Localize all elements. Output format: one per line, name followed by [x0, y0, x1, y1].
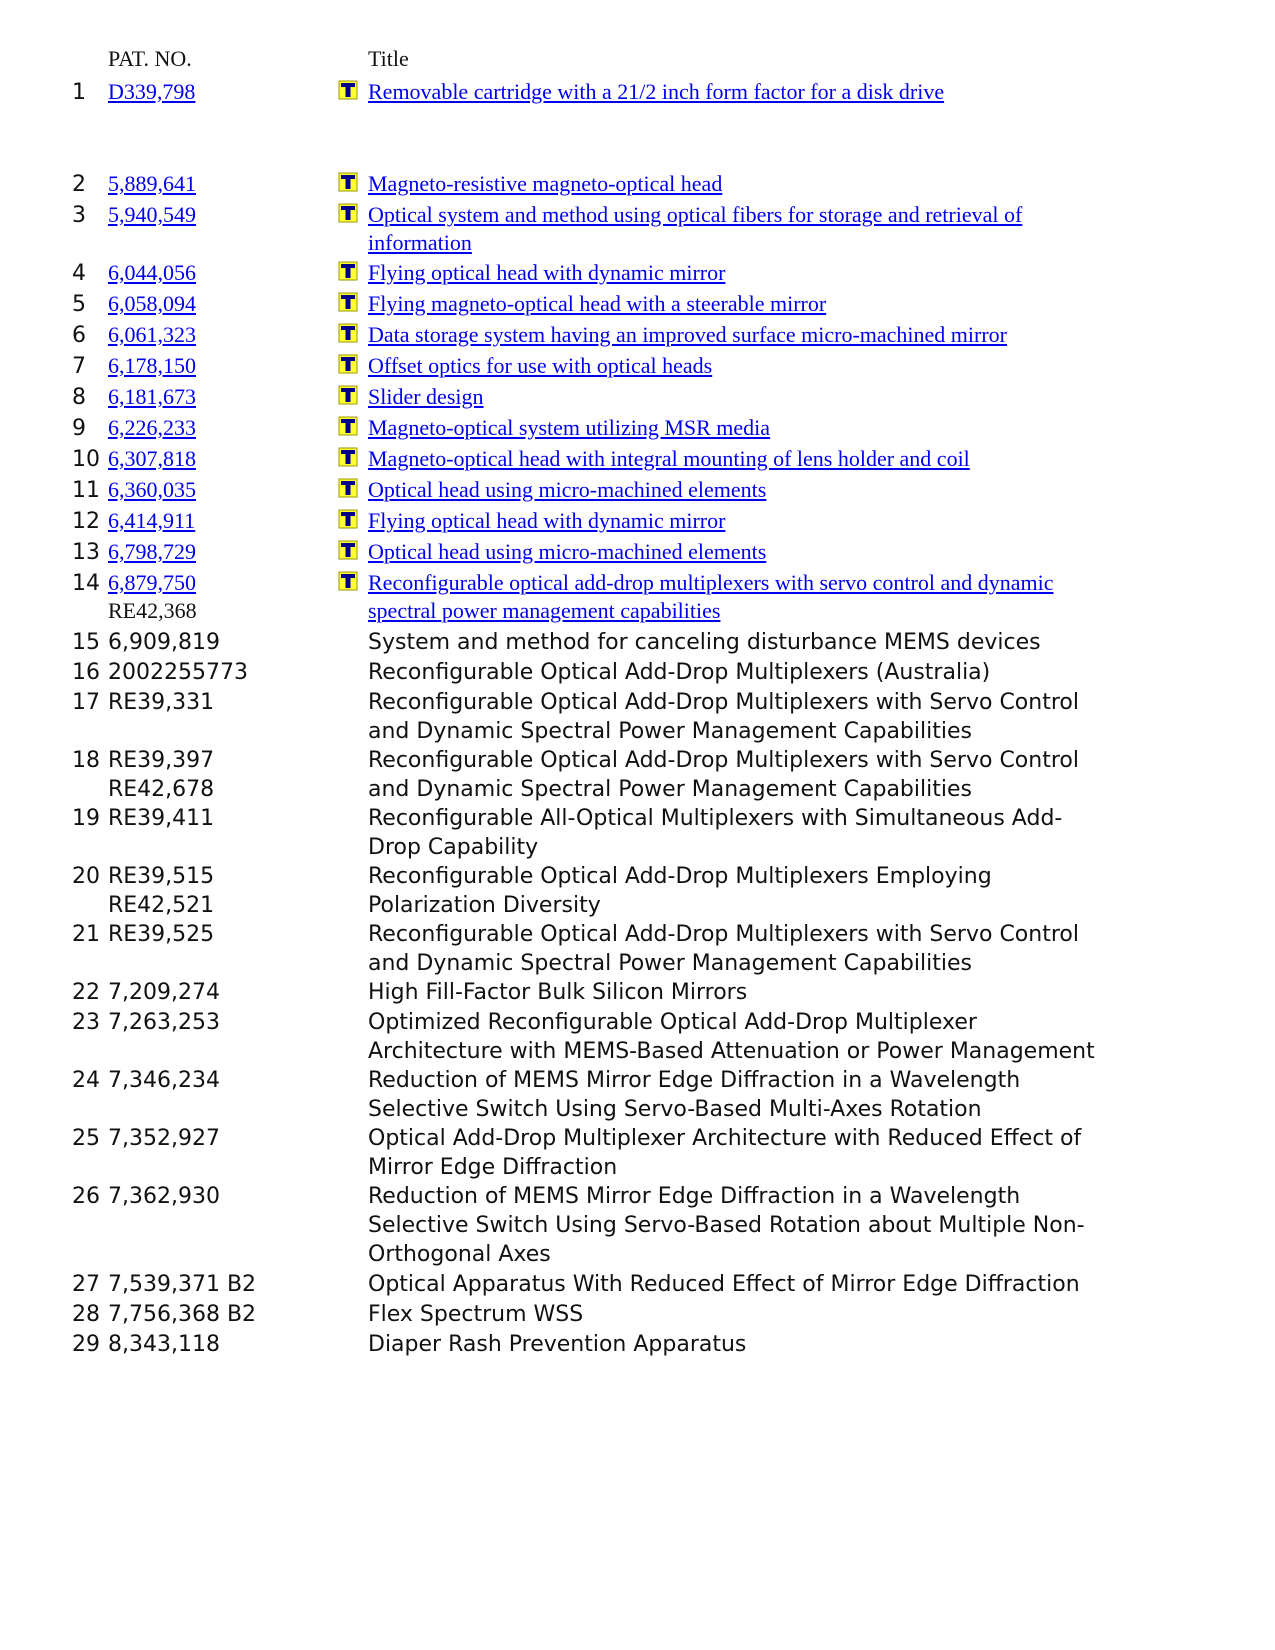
title-link[interactable]: Removable cartridge with a 21/2 inch form factor for a disk drive	[368, 79, 945, 104]
title-cell	[368, 352, 1218, 380]
title-cell	[368, 1008, 1218, 1066]
row-number: 11	[72, 478, 100, 503]
text-document-icon[interactable]	[338, 478, 358, 498]
patent-number-link[interactable]: 6,061,323	[108, 322, 196, 347]
title-link[interactable]: Optical head using micro-machined elements	[368, 477, 767, 502]
patent-number-cell	[108, 259, 196, 287]
title-cell	[368, 920, 1218, 978]
patent-number-cell	[108, 1008, 220, 1037]
row-number: 16	[72, 660, 100, 685]
patent-number-cell	[108, 507, 195, 535]
title-cell	[368, 688, 1218, 746]
title-text: Optical Add-Drop Multiplexer Architecture with Reduced Effect of	[368, 1126, 1082, 1151]
text-document-icon[interactable]	[338, 385, 358, 405]
title-text: and Dynamic Spectral Power Management Capabilities	[368, 951, 972, 976]
title-text: Reconfigurable Optical Add-Drop Multiplexers with Servo Control	[368, 690, 1079, 715]
patent-number: 7,346,234	[108, 1068, 220, 1093]
row-number: 10	[72, 447, 100, 472]
patent-number-cell	[108, 569, 197, 625]
patent-number-link[interactable]: 6,226,233	[108, 415, 196, 440]
patent-number-cell	[108, 170, 196, 198]
text-document-icon[interactable]	[338, 416, 358, 436]
row-number: 20	[72, 864, 100, 889]
title-cell	[368, 1182, 1218, 1269]
title-cell	[368, 507, 1218, 535]
patent-number-cell	[108, 978, 220, 1007]
title-text: Optimized Reconfigurable Optical Add-Drop Multiplexer	[368, 1010, 977, 1035]
title-text: Selective Switch Using Servo-Based Rotation about Multiple Non-	[368, 1213, 1085, 1238]
title-text: Reconfigurable All-Optical Multiplexers with Simultaneous Add-	[368, 806, 1063, 831]
title-link[interactable]: Offset optics for use with optical heads	[368, 353, 713, 378]
title-link[interactable]: Slider design	[368, 384, 484, 409]
row-number: 25	[72, 1126, 100, 1151]
text-document-icon[interactable]	[338, 509, 358, 529]
patent-number: RE39,331	[108, 690, 215, 715]
title-cell	[368, 259, 1218, 287]
patent-number-cell	[108, 804, 214, 833]
row-number: 5	[72, 292, 86, 317]
title-cell	[368, 658, 1218, 687]
patent-number-cell	[108, 1270, 256, 1299]
title-text: High Fill-Factor Bulk Silicon Mirrors	[368, 980, 748, 1005]
row-number: 15	[72, 630, 100, 655]
patent-number-cell	[108, 290, 196, 318]
title-cell	[368, 746, 1218, 804]
patent-number-cell	[108, 1182, 220, 1211]
pat-no-header: PAT. NO.	[108, 46, 192, 71]
patent-number-link[interactable]: 5,940,549	[108, 202, 196, 227]
text-document-icon[interactable]	[338, 571, 358, 591]
title-link[interactable]: spectral power management capabilities	[368, 598, 721, 623]
patent-number-cell	[108, 201, 196, 229]
patent-number-link[interactable]: 6,798,729	[108, 539, 196, 564]
title-text: Optical Apparatus With Reduced Effect of Mirror Edge Diffraction	[368, 1272, 1080, 1297]
title-cell	[368, 978, 1218, 1007]
title-text: Mirror Edge Diffraction	[368, 1155, 618, 1180]
title-link[interactable]: Flying optical head with dynamic mirror	[368, 508, 726, 533]
title-cell	[368, 290, 1218, 318]
title-link[interactable]: information	[368, 230, 472, 255]
row-number: 24	[72, 1068, 100, 1093]
title-cell	[368, 1300, 1218, 1329]
patent-number-cell	[108, 538, 196, 566]
title-header: Title	[368, 46, 409, 71]
reissue-number: RE42,521	[108, 893, 215, 918]
patent-number-cell	[108, 352, 196, 380]
title-link[interactable]: Flying optical head with dynamic mirror	[368, 260, 726, 285]
row-number: 2	[72, 172, 86, 197]
title-link[interactable]: Flying magneto-optical head with a steerable mirror	[368, 291, 827, 316]
text-document-icon[interactable]	[338, 203, 358, 223]
title-text: Reconfigurable Optical Add-Drop Multiplexers with Servo Control	[368, 748, 1079, 773]
row-number: 6	[72, 323, 86, 348]
patent-number-link[interactable]: 6,181,673	[108, 384, 196, 409]
title-cell	[368, 628, 1218, 657]
title-link[interactable]: Data storage system having an improved surface micro-machined mirror	[368, 322, 1007, 347]
title-cell	[368, 170, 1218, 198]
row-number: 28	[72, 1302, 100, 1327]
title-cell	[368, 476, 1218, 504]
patent-number-cell	[108, 862, 214, 920]
title-cell	[368, 445, 1218, 473]
title-cell	[368, 1330, 1218, 1359]
patent-number: 7,756,368 B2	[108, 1302, 257, 1327]
patent-number-link[interactable]: 6,044,056	[108, 260, 196, 285]
patent-number-cell	[108, 920, 214, 949]
title-cell	[368, 569, 1218, 625]
text-document-icon[interactable]	[338, 354, 358, 374]
title-link[interactable]: Optical system and method using optical fibers for storage and retrieval of	[368, 202, 1023, 227]
patent-number: 7,539,371 B2	[108, 1272, 257, 1297]
row-number: 9	[72, 416, 86, 441]
patent-number-link[interactable]: D339,798	[108, 79, 196, 104]
patent-number-cell	[108, 383, 196, 411]
patent-number-cell	[108, 78, 195, 106]
patent-number: 7,352,927	[108, 1126, 220, 1151]
patent-number: RE39,515	[108, 864, 215, 889]
title-text: and Dynamic Spectral Power Management Capabilities	[368, 719, 972, 744]
title-link[interactable]: Magneto-optical system utilizing MSR media	[368, 415, 771, 440]
title-cell	[368, 1066, 1218, 1124]
title-link[interactable]: Magneto-optical head with integral mounting of lens holder and coil	[368, 446, 970, 471]
text-document-icon[interactable]	[338, 447, 358, 467]
text-document-icon[interactable]	[338, 292, 358, 312]
title-cell	[368, 78, 1218, 106]
row-number: 12	[72, 509, 100, 534]
patent-number-link[interactable]: 6,414,911	[108, 508, 196, 533]
title-text: Reconfigurable Optical Add-Drop Multiplexers Employing	[368, 864, 992, 889]
title-text: and Dynamic Spectral Power Management Capabilities	[368, 777, 972, 802]
title-link[interactable]: Optical head using micro-machined elements	[368, 539, 767, 564]
text-document-icon[interactable]	[338, 261, 358, 281]
patent-number: 6,909,819	[108, 630, 220, 655]
title-link[interactable]: Reconfigurable optical add-drop multiplexers with servo control and dynamic	[368, 570, 1054, 595]
patent-number-link[interactable]: 6,178,150	[108, 353, 196, 378]
row-number: 1	[72, 80, 86, 105]
title-text: Flex Spectrum WSS	[368, 1302, 584, 1327]
patent-number: RE39,411	[108, 806, 215, 831]
reissue-number: RE42,678	[108, 777, 215, 802]
patent-number: 7,263,253	[108, 1010, 220, 1035]
patent-number-cell	[108, 658, 248, 687]
row-number: 22	[72, 980, 100, 1005]
row-number: 13	[72, 540, 100, 565]
patent-number-cell	[108, 321, 196, 349]
row-number: 7	[72, 354, 86, 379]
title-cell	[368, 201, 1218, 257]
patent-number-cell	[108, 476, 196, 504]
title-text: Reduction of MEMS Mirror Edge Diffraction in a Wavelength	[368, 1068, 1021, 1093]
patent-number-link[interactable]: 6,307,818	[108, 446, 196, 471]
title-text: Reconfigurable Optical Add-Drop Multiplexers with Servo Control	[368, 922, 1079, 947]
title-cell	[368, 1270, 1218, 1299]
patent-number-link[interactable]: 6,879,750	[108, 570, 196, 595]
patent-number-cell	[108, 1330, 220, 1359]
patent-number-cell	[108, 628, 220, 657]
patent-number: RE39,397	[108, 748, 215, 773]
title-text: Reconfigurable Optical Add-Drop Multiplexers (Australia)	[368, 660, 991, 685]
text-document-icon[interactable]	[338, 323, 358, 343]
title-text: System and method for canceling disturbance MEMS devices	[368, 630, 1041, 655]
patent-number: 8,343,118	[108, 1332, 220, 1357]
patent-number: 2002255773	[108, 660, 248, 685]
row-number: 8	[72, 385, 86, 410]
row-number: 19	[72, 806, 100, 831]
title-cell	[368, 538, 1218, 566]
patent-number-cell	[108, 1066, 220, 1095]
title-cell	[368, 1124, 1218, 1182]
title-text: Reduction of MEMS Mirror Edge Diffraction in a Wavelength	[368, 1184, 1021, 1209]
row-number: 27	[72, 1272, 100, 1297]
patent-number-cell	[108, 1300, 256, 1329]
patent-number: 7,209,274	[108, 980, 220, 1005]
text-document-icon[interactable]	[338, 80, 358, 100]
patent-number: RE39,525	[108, 922, 215, 947]
title-cell	[368, 862, 1218, 920]
title-text: Selective Switch Using Servo-Based Multi-Axes Rotation	[368, 1097, 982, 1122]
title-text: Diaper Rash Prevention Apparatus	[368, 1332, 747, 1357]
title-cell	[368, 804, 1218, 862]
title-cell	[368, 383, 1218, 411]
row-number: 18	[72, 748, 100, 773]
patent-number: 7,362,930	[108, 1184, 220, 1209]
title-text: Orthogonal Axes	[368, 1242, 551, 1267]
title-text: Polarization Diversity	[368, 893, 601, 918]
text-document-icon[interactable]	[338, 540, 358, 560]
row-number: 23	[72, 1010, 100, 1035]
patent-number-link[interactable]: 6,058,094	[108, 291, 196, 316]
patent-number-cell	[108, 1124, 220, 1153]
patent-number-cell	[108, 445, 196, 473]
row-number: 14	[72, 571, 100, 596]
row-number: 4	[72, 261, 86, 286]
row-number: 21	[72, 922, 100, 947]
title-text: Drop Capability	[368, 835, 539, 860]
patent-number-cell	[108, 414, 196, 442]
reissue-number: RE42,368	[108, 598, 197, 623]
patent-number-cell	[108, 688, 214, 717]
row-number: 26	[72, 1184, 100, 1209]
patent-number-cell	[108, 746, 214, 804]
row-number: 17	[72, 690, 100, 715]
title-link[interactable]: Magneto-resistive magneto-optical head	[368, 171, 723, 196]
patent-number-link[interactable]: 6,360,035	[108, 477, 196, 502]
title-cell	[368, 414, 1218, 442]
patent-number-link[interactable]: 5,889,641	[108, 171, 196, 196]
title-cell	[368, 321, 1218, 349]
row-number: 29	[72, 1332, 100, 1357]
title-text: Architecture with MEMS-Based Attenuation or Power Management	[368, 1039, 1095, 1064]
text-document-icon[interactable]	[338, 172, 358, 192]
row-number: 3	[72, 203, 86, 228]
